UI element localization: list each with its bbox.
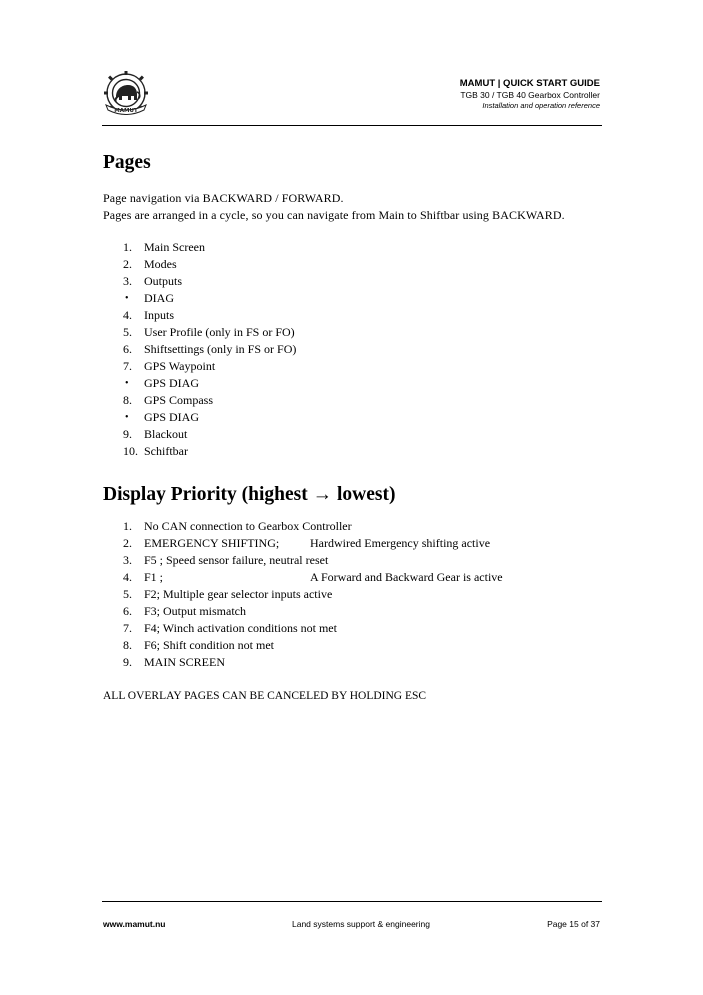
number-marker: 4. — [123, 570, 132, 584]
priority-list-item — [103, 603, 603, 620]
pages-list-item — [103, 324, 603, 341]
priority-list-item-label: F5 ; Speed sensor failure, neutral reset — [144, 553, 329, 567]
priority-list-item-description: Hardwired Emergency shifting active — [310, 536, 491, 550]
pages-paragraph-1: Page navigation via BACKWARD / FORWARD. — [103, 191, 344, 205]
footer-website[interactable]: www.mamut.nu — [103, 919, 166, 929]
number-marker: 2. — [123, 257, 132, 271]
footer-page-number: Page 15 of 37 — [547, 919, 600, 929]
pages-paragraph-2: Pages are arranged in a cycle, so you can navigate from Main to Shiftbar using BACKWARD. — [103, 208, 565, 222]
pages-list-item-label: Shiftsettings (only in FS or FO) — [144, 342, 297, 356]
pages-list-item-label: Blackout — [144, 427, 188, 441]
priority-heading: Display Priority (highest → lowest) — [103, 484, 396, 505]
bullet-marker: • — [125, 293, 129, 304]
priority-list-item — [103, 620, 603, 637]
priority-section — [103, 482, 603, 705]
number-marker: 2. — [123, 536, 132, 550]
priority-list-item — [103, 518, 603, 535]
bullet-marker: • — [125, 378, 129, 389]
pages-list-item-label: Schiftbar — [144, 444, 188, 458]
overlay-note: ALL OVERLAY PAGES CAN BE CANCELED BY HOLDING ESC — [103, 690, 427, 702]
priority-list-item-label: F1 ; — [144, 570, 164, 584]
pages-list-item — [103, 256, 603, 273]
priority-list-item-label: F3; Output mismatch — [144, 604, 246, 618]
pages-list-item — [103, 409, 603, 426]
bullet-marker: • — [125, 412, 129, 423]
number-marker: 7. — [123, 359, 132, 373]
priority-list-item-description: A Forward and Backward Gear is active — [310, 570, 503, 584]
pages-list-item — [103, 239, 603, 256]
priority-list — [103, 518, 603, 671]
number-marker: 5. — [123, 587, 132, 601]
pages-list-item-label: User Profile (only in FS or FO) — [144, 325, 295, 339]
header-subtitle: TGB 30 / TGB 40 Gearbox Controller — [460, 90, 600, 100]
pages-heading: Pages — [103, 152, 151, 173]
pages-list-item — [103, 290, 603, 307]
priority-list-item-label: No CAN connection to Gearbox Controller — [144, 519, 352, 533]
number-marker: 1. — [123, 240, 132, 254]
pages-list-item — [103, 426, 603, 443]
footer-tagline: Land systems support & engineering — [292, 919, 430, 929]
number-marker: 10. — [123, 444, 138, 458]
priority-list-item-label: F4; Winch activation conditions not met — [144, 621, 337, 635]
pages-list-item-label: GPS DIAG — [144, 410, 200, 424]
number-marker: 7. — [123, 621, 132, 635]
number-marker: 5. — [123, 325, 132, 339]
pages-list-item-label: Inputs — [144, 308, 174, 322]
priority-list-item-label: F6; Shift condition not met — [144, 638, 275, 652]
pages-list-item-label: Outputs — [144, 274, 183, 288]
number-marker: 1. — [123, 519, 132, 533]
pages-list-item-label: DIAG — [144, 291, 174, 305]
main-content — [103, 150, 603, 705]
priority-list-item-label: F2; Multiple gear selector inputs active — [144, 587, 333, 601]
priority-list-item-label: MAIN SCREEN — [144, 655, 226, 669]
priority-list-item — [103, 552, 603, 569]
logo-text: MAMUT — [114, 108, 138, 114]
pages-list-item-label: GPS Waypoint — [144, 359, 216, 373]
pages-list-item-label: Modes — [144, 257, 177, 271]
pages-list-item — [103, 307, 603, 324]
number-marker: 8. — [123, 393, 132, 407]
header-divider — [102, 125, 602, 126]
number-marker: 8. — [123, 638, 132, 652]
priority-list-item — [103, 569, 603, 586]
pages-list-item-label: GPS Compass — [144, 393, 214, 407]
priority-list-item-label: EMERGENCY SHIFTING; — [144, 536, 280, 550]
pages-section — [103, 150, 603, 460]
pages-list — [103, 239, 603, 460]
pages-list-item — [103, 273, 603, 290]
number-marker: 3. — [123, 274, 132, 288]
pages-list-item — [103, 375, 603, 392]
number-marker: 6. — [123, 342, 132, 356]
pages-list-item — [103, 443, 603, 460]
number-marker: 6. — [123, 604, 132, 618]
footer-divider — [102, 901, 602, 902]
pages-list-item-label: GPS DIAG — [144, 376, 200, 390]
number-marker: 9. — [123, 427, 132, 441]
number-marker: 9. — [123, 655, 132, 669]
pages-list-item — [103, 392, 603, 409]
header-title: MAMUT | QUICK START GUIDE — [459, 78, 600, 89]
priority-list-item — [103, 654, 603, 671]
number-marker: 4. — [123, 308, 132, 322]
header-note: Installation and operation reference — [482, 101, 600, 110]
pages-list-item — [103, 341, 603, 358]
priority-list-item — [103, 637, 603, 654]
pages-list-item — [103, 358, 603, 375]
priority-list-item — [103, 535, 603, 552]
priority-list-item — [103, 586, 603, 603]
header-block — [460, 78, 600, 111]
number-marker: 3. — [123, 553, 132, 567]
mamut-logo — [100, 70, 152, 116]
pages-list-item-label: Main Screen — [144, 240, 205, 254]
